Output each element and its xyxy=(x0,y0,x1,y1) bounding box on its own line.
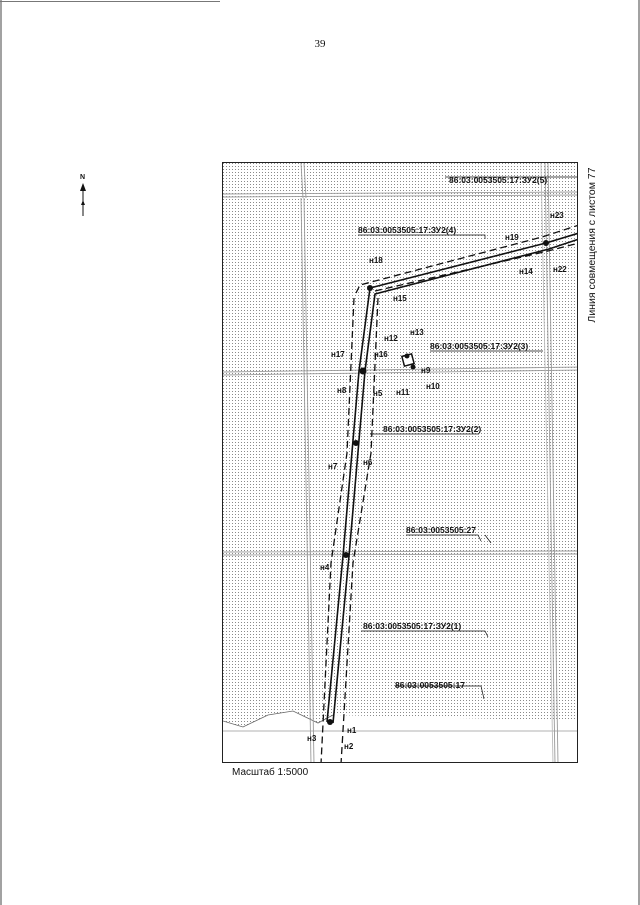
scale-label: Масштаб 1:5000 xyxy=(232,767,309,778)
point-label-n8: н8 xyxy=(337,386,347,395)
side-caption-text: Линия совмещения с листом 77 xyxy=(586,167,598,323)
parcel-label-zu2-1: 86:03:0053505:17:ЗУ2(1) xyxy=(363,621,462,631)
scan-edge-left xyxy=(0,0,2,905)
point-label-n16: н16 xyxy=(374,350,388,359)
point-label-n1: н1 xyxy=(347,726,357,735)
point-label-n7: н7 xyxy=(328,462,338,471)
scan-top-line xyxy=(0,1,220,2)
side-caption xyxy=(585,150,599,340)
parcel-label-zu2-3: 86:03:0053505:17:ЗУ2(3) xyxy=(430,341,529,351)
point-label-n14: н14 xyxy=(519,267,533,276)
north-label: N xyxy=(80,174,86,181)
point-label-n23: н23 xyxy=(550,211,564,220)
point-label-n11: н11 xyxy=(396,388,410,397)
parcel-label-zu2-4: 86:03:0053505:17:ЗУ2(4) xyxy=(358,225,457,235)
point-label-n13: н13 xyxy=(410,328,424,337)
point-label-n10: н10 xyxy=(426,382,440,391)
map-frame xyxy=(222,162,578,763)
point-label-n15: н15 xyxy=(393,294,407,303)
point-label-n17: н17 xyxy=(331,350,345,359)
parcel-label-17: 86:03:0053505:17 xyxy=(395,680,465,690)
point-label-n4: н4 xyxy=(320,563,330,572)
parcel-label-zu2-5: 86:03:0053505:17:ЗУ2(5) xyxy=(449,175,548,185)
point-label-n6: н6 xyxy=(363,458,373,467)
point-label-n19: н19 xyxy=(505,233,519,242)
map-background xyxy=(223,163,578,763)
point-label-n12: н12 xyxy=(384,334,398,343)
parcel-label-27: 86:03:0053505:27 xyxy=(406,525,476,535)
point-label-n9: н9 xyxy=(421,366,431,375)
page-number: 39 xyxy=(314,38,326,50)
point-label-n2: н2 xyxy=(344,742,354,751)
point-label-n22: н22 xyxy=(553,265,567,274)
cadastral-map xyxy=(223,163,578,763)
point-label-n3: н3 xyxy=(307,734,317,743)
parcel-label-zu2-2: 86:03:0053505:17:ЗУ2(2) xyxy=(383,424,482,434)
point-label-n5: н5 xyxy=(373,389,383,398)
point-label-n18: н18 xyxy=(369,256,383,265)
north-arrow xyxy=(78,174,92,218)
